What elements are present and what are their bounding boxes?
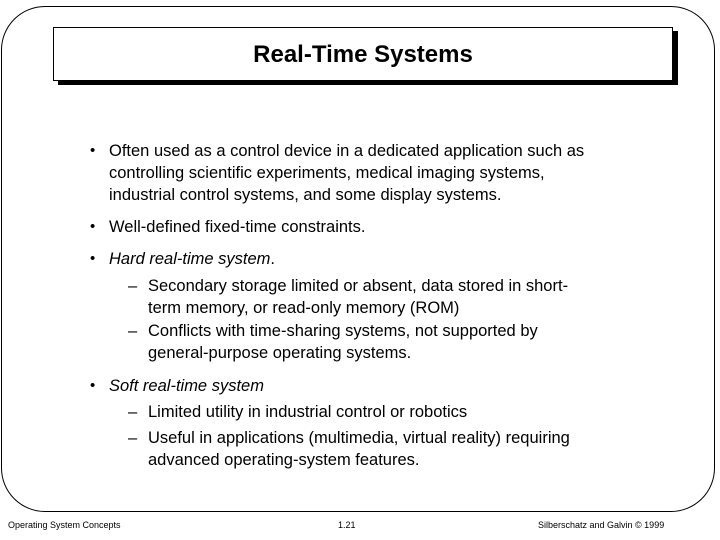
text-line: Secondary storage limited or absent, data stored in short- — [148, 277, 569, 295]
dash-icon: – — [128, 277, 138, 295]
slide-title: Real-Time Systems — [253, 40, 473, 68]
subitem-applications — [148, 427, 623, 471]
bullet-item-hard-realtime — [109, 248, 649, 270]
bullet-item-soft-realtime — [109, 375, 649, 397]
heading-period: . — [270, 250, 275, 268]
text-line: Conflicts with time-sharing systems, not supported by — [148, 322, 538, 340]
bullet-item-usage — [109, 140, 649, 206]
footer-book-title: Operating System Concepts — [8, 520, 121, 530]
text-line: general-purpose operating systems. — [148, 344, 412, 362]
footer-copyright: Silberschatz and Galvin © 1999 — [538, 520, 665, 530]
bullet-icon: • — [90, 142, 96, 159]
soft-realtime-heading: Soft real-time system — [109, 377, 264, 395]
bullet-icon: • — [90, 250, 96, 267]
footer-page-number: 1.21 — [338, 520, 356, 530]
subitem-limited-utility — [148, 401, 623, 423]
text-line: Often used as a control device in a dedicated application such as — [109, 142, 585, 160]
dash-icon: – — [128, 403, 138, 421]
subitem-conflicts — [148, 320, 623, 364]
bullet-icon: • — [90, 218, 96, 235]
hard-realtime-heading: Hard real-time system — [109, 250, 271, 268]
dash-icon: – — [128, 429, 138, 447]
text-line: advanced operating-system features. — [148, 451, 420, 469]
text-line: Well-defined fixed-time constraints. — [109, 218, 366, 236]
text-line: industrial control systems, and some display systems. — [109, 186, 502, 204]
bullet-item-constraints — [109, 216, 649, 238]
text-line: Useful in applications (multimedia, virtual reality) requiring — [148, 429, 570, 447]
text-line: controlling scientific experiments, medical imaging systems, — [109, 164, 545, 182]
text-line: term memory, or read-only memory (ROM) — [148, 299, 460, 317]
subitem-secondary-storage — [148, 275, 623, 319]
text-line: Limited utility in industrial control or robotics — [148, 403, 468, 421]
bullet-icon: • — [90, 377, 96, 394]
dash-icon: – — [128, 322, 138, 340]
